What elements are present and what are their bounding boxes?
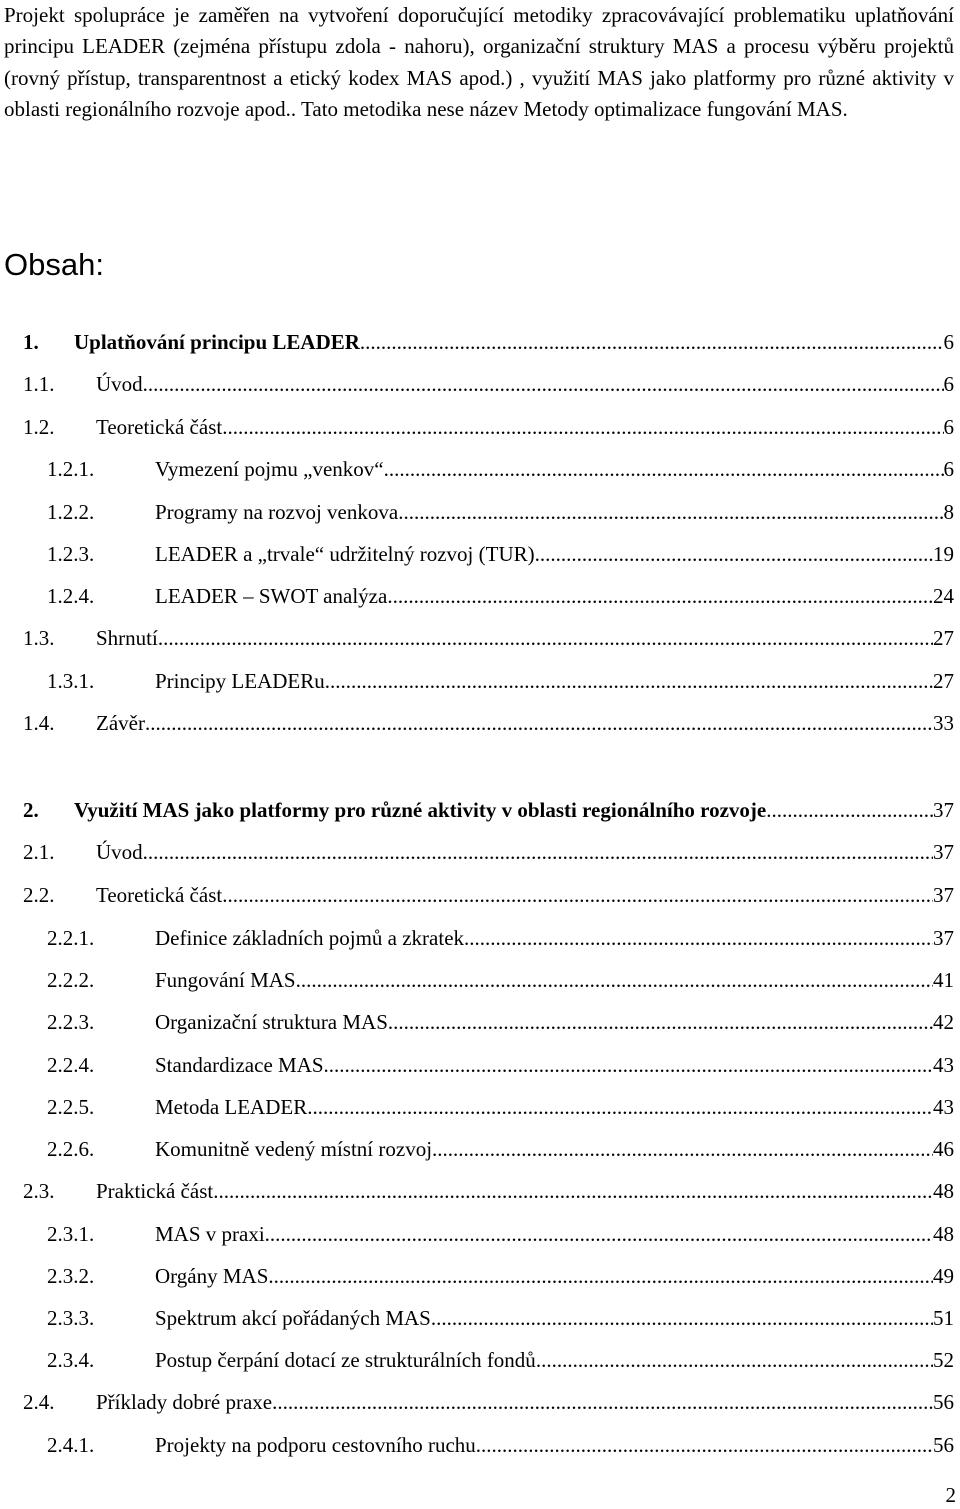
toc-entry-title: Principy LEADERu bbox=[155, 669, 325, 693]
toc-entry[interactable] bbox=[0, 1006, 960, 1038]
toc-dot-leader bbox=[158, 622, 933, 654]
toc-entry-number: 2.4.1. bbox=[47, 1433, 95, 1457]
toc-entry-page: 37 bbox=[933, 840, 954, 864]
toc-entry-number: 2. bbox=[23, 798, 39, 822]
toc-entry-link[interactable] bbox=[155, 1429, 954, 1461]
toc-entry-link[interactable] bbox=[96, 1386, 954, 1418]
toc-entry[interactable] bbox=[0, 1175, 960, 1207]
toc-entry-title: Spektrum akcí pořádaných MAS bbox=[155, 1306, 431, 1330]
toc-entry-title: Vymezení pojmu „venkov“ bbox=[155, 457, 384, 481]
toc-dot-leader bbox=[388, 1006, 933, 1038]
toc-entry-title: Orgány MAS bbox=[155, 1264, 269, 1288]
toc-entry-link[interactable] bbox=[155, 1260, 954, 1292]
toc-entry[interactable] bbox=[0, 496, 960, 528]
toc-entry[interactable] bbox=[0, 538, 960, 570]
toc-entry-link[interactable] bbox=[96, 411, 954, 443]
toc-entry-page: 56 bbox=[933, 1433, 954, 1457]
toc-entry-number: 2.3.3. bbox=[47, 1306, 95, 1330]
toc-entry[interactable] bbox=[0, 1429, 960, 1461]
toc-entry[interactable] bbox=[0, 622, 960, 654]
toc-entry-page: 37 bbox=[933, 926, 954, 950]
toc-dot-leader bbox=[398, 496, 943, 528]
toc-entry-link[interactable] bbox=[155, 496, 954, 528]
toc-dot-leader bbox=[384, 453, 944, 485]
toc-entry-link[interactable] bbox=[155, 964, 954, 996]
toc-entry-link[interactable] bbox=[155, 538, 954, 570]
toc-entry[interactable] bbox=[0, 1133, 960, 1165]
toc-entry[interactable] bbox=[0, 665, 960, 697]
toc-entry-link[interactable] bbox=[155, 453, 954, 485]
toc-dot-leader bbox=[432, 1133, 933, 1165]
toc-entry-page: 48 bbox=[933, 1179, 954, 1203]
toc-entry-number: 2.2. bbox=[23, 883, 55, 907]
toc-entry[interactable] bbox=[0, 794, 960, 826]
toc-entry-link[interactable] bbox=[74, 326, 954, 358]
toc-entry[interactable] bbox=[0, 368, 960, 400]
toc-entry[interactable] bbox=[0, 453, 960, 485]
toc-entry-page: 19 bbox=[933, 542, 954, 566]
toc-entry-link[interactable] bbox=[74, 794, 954, 826]
toc-entry-page: 49 bbox=[933, 1264, 954, 1288]
toc-entry-number: 2.2.1. bbox=[47, 926, 95, 950]
toc-entry-link[interactable] bbox=[155, 580, 954, 612]
toc-entry-title: Standardizace MAS bbox=[155, 1053, 324, 1077]
toc-entry[interactable] bbox=[0, 879, 960, 911]
toc-entry-number: 1.3.1. bbox=[47, 669, 95, 693]
toc-entry[interactable] bbox=[0, 922, 960, 954]
toc-entry-link[interactable] bbox=[155, 1133, 954, 1165]
toc-entry-title: LEADER – SWOT analýza bbox=[155, 584, 388, 608]
toc-entry-link[interactable] bbox=[155, 1344, 954, 1376]
intro-paragraph: Projekt spolupráce je zaměřen na vytvoření doporučující metodiky zpracovávající problematiku uplatňování principu LEADER (zejména přístupu zdola - nahoru), organizační struktury MAS a procesu výběru projektů (rovný přístup, transparentnost a etický kodex MAS apod.) , využití MAS jako platformy pro různé aktivity v oblasti regionálního rozvoje apod.. Tato metodika nese název Metody optimalizace fungování MAS. bbox=[4, 3, 954, 121]
toc-entry-number: 2.3. bbox=[23, 1179, 55, 1203]
toc-entry-number: 2.2.5. bbox=[47, 1095, 95, 1119]
toc-entry-page: 6 bbox=[943, 372, 954, 396]
toc-entry-number: 2.2.4. bbox=[47, 1053, 95, 1077]
toc-dot-leader bbox=[265, 1218, 933, 1250]
toc-entry-number: 1.4. bbox=[23, 711, 55, 735]
toc-dot-leader bbox=[324, 1049, 933, 1081]
toc-entry-title: Úvod bbox=[96, 840, 143, 864]
toc-entry-page: 52 bbox=[933, 1348, 954, 1372]
toc-entry-title: Organizační struktura MAS bbox=[155, 1010, 388, 1034]
toc-entry-link[interactable] bbox=[96, 707, 954, 739]
toc-entry-number: 2.2.6. bbox=[47, 1137, 95, 1161]
toc-entry-title: Závěr bbox=[96, 711, 145, 735]
toc-entry-page: 27 bbox=[933, 669, 954, 693]
toc-entry-title: Komunitně vedený místní rozvoj bbox=[155, 1137, 433, 1161]
toc-entry-page: 6 bbox=[943, 415, 954, 439]
toc-entry-title: Fungování MAS bbox=[155, 968, 296, 992]
toc-dot-leader bbox=[360, 326, 944, 358]
toc-entry-page: 43 bbox=[933, 1053, 954, 1077]
toc-entry[interactable] bbox=[0, 1386, 960, 1418]
toc-entry-number: 1.2. bbox=[23, 415, 55, 439]
toc-entry-number: 2.4. bbox=[23, 1390, 55, 1414]
toc-entry-title: Definice základních pojmů a zkratek bbox=[155, 926, 465, 950]
toc-dot-leader bbox=[145, 707, 933, 739]
toc-entry-page: 24 bbox=[933, 584, 954, 608]
toc-dot-leader bbox=[325, 665, 933, 697]
toc-entry[interactable] bbox=[0, 1049, 960, 1081]
toc-entry[interactable] bbox=[0, 964, 960, 996]
toc-entry[interactable] bbox=[0, 580, 960, 612]
toc-entry-title: Příklady dobré praxe bbox=[96, 1390, 273, 1414]
toc-dot-leader bbox=[143, 368, 944, 400]
toc-entry-page: 42 bbox=[933, 1010, 954, 1034]
toc-dot-leader bbox=[213, 1175, 933, 1207]
toc-entry-number: 2.2.3. bbox=[47, 1010, 95, 1034]
toc-dot-leader bbox=[536, 1344, 933, 1376]
toc-entry[interactable] bbox=[0, 1344, 960, 1376]
toc-dot-leader bbox=[222, 879, 933, 911]
toc-entry-title: Úvod bbox=[96, 372, 143, 396]
toc-entry[interactable] bbox=[0, 707, 960, 739]
toc-entry-link[interactable] bbox=[155, 1302, 954, 1334]
toc-entry-link[interactable] bbox=[155, 1218, 954, 1250]
toc-entry-link[interactable] bbox=[155, 1049, 954, 1081]
toc-entry-title: Teoretická část bbox=[96, 415, 223, 439]
toc-entry-link[interactable] bbox=[96, 879, 954, 911]
toc-entry-number: 2.2.2. bbox=[47, 968, 95, 992]
toc-entry-page: 6 bbox=[943, 330, 954, 354]
toc-entry-link[interactable] bbox=[96, 1175, 954, 1207]
toc-dot-leader bbox=[431, 1302, 933, 1334]
toc-entry-title: Praktická část bbox=[96, 1179, 214, 1203]
toc-heading: Obsah: bbox=[4, 247, 104, 282]
toc-entry-number: 1.1. bbox=[23, 372, 55, 396]
toc-dot-leader bbox=[476, 1429, 933, 1461]
toc-entry-link[interactable] bbox=[155, 922, 954, 954]
toc-dot-leader bbox=[464, 922, 933, 954]
toc-entry-link[interactable] bbox=[155, 1006, 954, 1038]
toc-entry-title: LEADER a „trvale“ udržitelný rozvoj (TUR) bbox=[155, 542, 535, 566]
toc-entry-page: 8 bbox=[943, 500, 954, 524]
toc-entry-number: 2.1. bbox=[23, 840, 55, 864]
toc-entry[interactable] bbox=[0, 1260, 960, 1292]
toc-entry-number: 2.3.1. bbox=[47, 1222, 95, 1246]
toc-dot-leader bbox=[766, 794, 933, 826]
toc-entry[interactable] bbox=[0, 1091, 960, 1123]
toc-entry[interactable] bbox=[0, 836, 960, 868]
toc-entry[interactable] bbox=[0, 1218, 960, 1250]
toc-entry-title: Shrnutí bbox=[96, 626, 158, 650]
toc-entry-page: 43 bbox=[933, 1095, 954, 1119]
toc-entry-title: Využití MAS jako platformy pro různé aktivity v oblasti regionálního rozvoje bbox=[74, 798, 767, 822]
toc-entry-page: 6 bbox=[943, 457, 954, 481]
toc-dot-leader bbox=[387, 580, 933, 612]
toc-entry-title: Programy na rozvoj venkova bbox=[155, 500, 399, 524]
toc-entry-link[interactable] bbox=[96, 622, 954, 654]
toc-dot-leader bbox=[222, 411, 943, 443]
toc-entry-page: 51 bbox=[933, 1306, 954, 1330]
toc-entry-title: Projekty na podporu cestovního ruchu bbox=[155, 1433, 476, 1457]
toc-dot-leader bbox=[535, 538, 933, 570]
toc-entry-title: Teoretická část bbox=[96, 883, 223, 907]
toc-dot-leader bbox=[272, 1386, 933, 1418]
toc-entry-page: 37 bbox=[933, 798, 954, 822]
toc-entry-page: 37 bbox=[933, 883, 954, 907]
toc-entry-page: 56 bbox=[933, 1390, 954, 1414]
toc-dot-leader bbox=[307, 1091, 933, 1123]
toc-entry-number: 2.3.2. bbox=[47, 1264, 95, 1288]
toc-entry-title: Uplatňování principu LEADER bbox=[74, 330, 360, 354]
toc-entry[interactable] bbox=[0, 326, 960, 358]
toc-entry-link[interactable] bbox=[155, 665, 954, 697]
toc-entry-page: 33 bbox=[933, 711, 954, 735]
toc-entry[interactable] bbox=[0, 1302, 960, 1334]
toc-entry-page: 27 bbox=[933, 626, 954, 650]
toc-entry-number: 1.3. bbox=[23, 626, 55, 650]
toc-entry-link[interactable] bbox=[96, 836, 954, 868]
toc-entry-title: Metoda LEADER bbox=[155, 1095, 308, 1119]
toc-entry-page: 41 bbox=[933, 968, 954, 992]
toc-entry-title: Postup čerpání dotací ze strukturálních fondů bbox=[155, 1348, 536, 1372]
toc-entry-title: MAS v praxi bbox=[155, 1222, 265, 1246]
toc-dot-leader bbox=[268, 1260, 933, 1292]
toc-dot-leader bbox=[296, 964, 933, 996]
toc-entry-number: 2.3.4. bbox=[47, 1348, 95, 1372]
toc-dot-leader bbox=[143, 836, 933, 868]
toc-entry[interactable] bbox=[0, 411, 960, 443]
toc-entry-number: 1.2.2. bbox=[47, 500, 95, 524]
toc-entry-number: 1.2.3. bbox=[47, 542, 95, 566]
toc-entry-page: 48 bbox=[933, 1222, 954, 1246]
toc-entry-link[interactable] bbox=[155, 1091, 954, 1123]
toc-entry-number: 1.2.1. bbox=[47, 457, 95, 481]
toc-entry-link[interactable] bbox=[96, 368, 954, 400]
page-number: 2 bbox=[945, 1483, 956, 1507]
toc-entry-number: 1. bbox=[23, 330, 39, 354]
toc-entry-number: 1.2.4. bbox=[47, 584, 95, 608]
toc-entry-page: 46 bbox=[933, 1137, 954, 1161]
